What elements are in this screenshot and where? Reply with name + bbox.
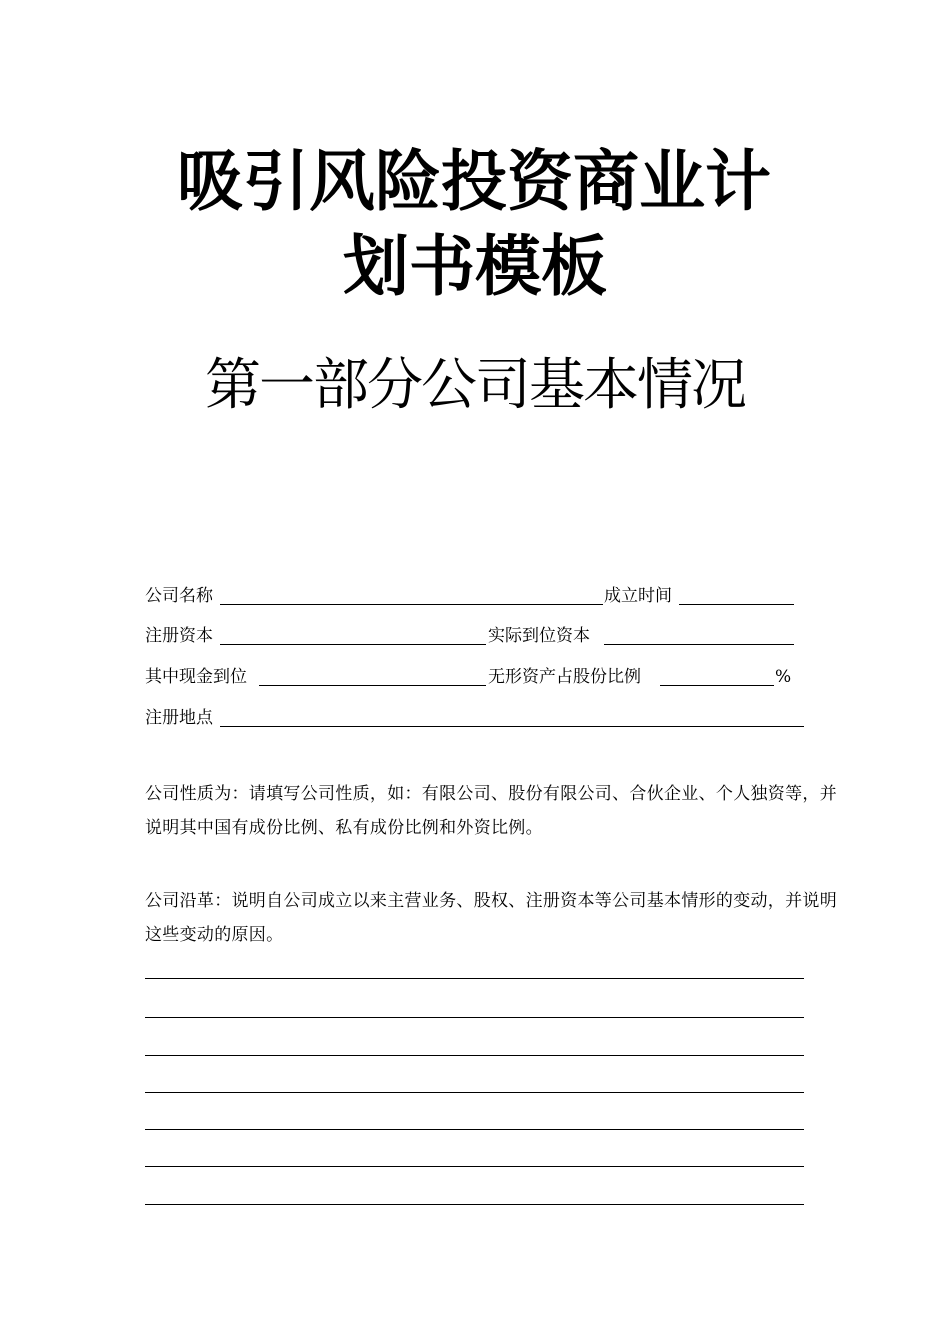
form-row-registered-capital xyxy=(145,623,805,649)
company-nature-paragraph: 公司性质为：请填写公司性质，如：有限公司、股份有限公司、合伙企业、个人独资等，并说明其中国有成份比例、私有成份比例和外资比例。 xyxy=(145,784,837,838)
form-row-cash-paid xyxy=(145,664,805,690)
company-name-field[interactable] xyxy=(220,604,603,605)
cash-paid-label: 其中现金到位 xyxy=(145,667,247,687)
history-fill-line[interactable] xyxy=(145,978,804,979)
history-fill-line[interactable] xyxy=(145,1055,804,1056)
section-title: 第一部分公司基本情况 xyxy=(205,353,745,418)
history-fill-line[interactable] xyxy=(145,1092,804,1093)
percent-sign: % xyxy=(775,667,792,687)
document-title-line-1: 吸引风险投资商业计 xyxy=(177,143,771,220)
registered-address-label: 注册地点 xyxy=(145,708,213,728)
founded-label: 成立时间 xyxy=(604,586,672,606)
paid-in-capital-label: 实际到位资本 xyxy=(488,626,590,646)
form-row-company-name xyxy=(145,583,805,609)
form-row-registered-address xyxy=(145,705,805,731)
history-fill-line[interactable] xyxy=(145,1129,804,1130)
paid-in-capital-field[interactable] xyxy=(604,644,794,645)
intangible-ratio-label: 无形资产占股份比例 xyxy=(488,667,641,687)
history-fill-line[interactable] xyxy=(145,1017,804,1018)
company-history-paragraph: 公司沿革：说明自公司成立以来主营业务、股权、注册资本等公司基本情形的变动，并说明这些变动的原因。 xyxy=(145,891,837,945)
registered-capital-field[interactable] xyxy=(220,644,486,645)
registered-capital-label: 注册资本 xyxy=(145,626,213,646)
history-fill-line[interactable] xyxy=(145,1204,804,1205)
history-fill-line[interactable] xyxy=(145,1166,804,1167)
registered-address-field[interactable] xyxy=(220,726,804,727)
intangible-ratio-field[interactable] xyxy=(660,685,774,686)
cash-paid-field[interactable] xyxy=(259,685,486,686)
founded-field[interactable] xyxy=(679,604,794,605)
company-name-label: 公司名称 xyxy=(145,586,213,606)
document-title-line-2: 划书模板 xyxy=(343,228,607,305)
